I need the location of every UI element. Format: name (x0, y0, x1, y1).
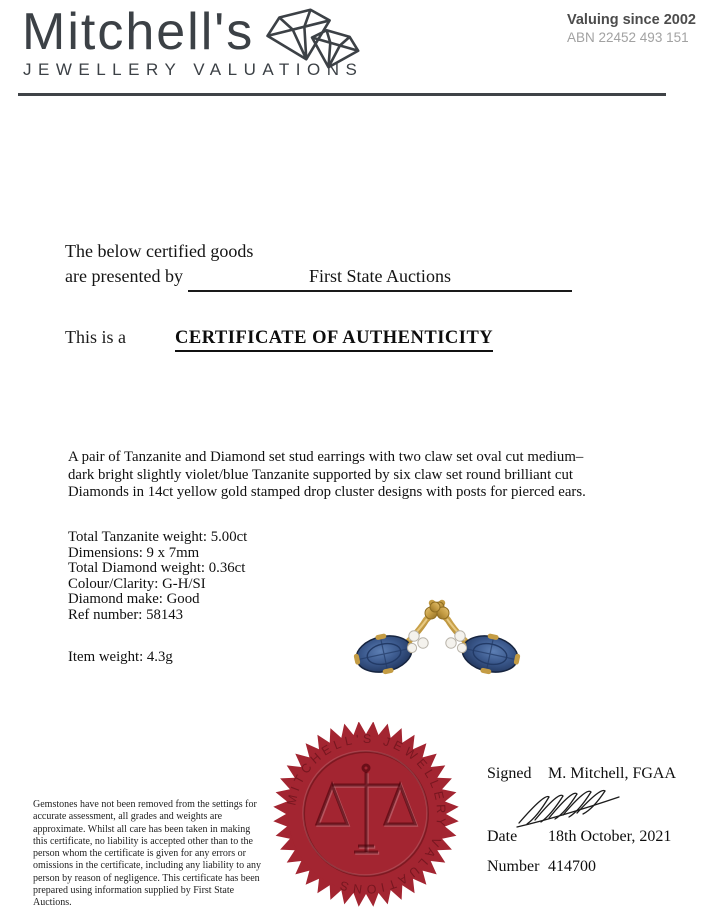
number-row (487, 858, 692, 876)
embossed-wax-seal (270, 722, 462, 915)
seal-ring-text: MITCHELL'S JEWELLERY VALUATIONS (284, 731, 449, 897)
date-value: 18th October, 2021 (548, 828, 672, 845)
presenter-name: First State Auctions (188, 264, 572, 292)
detail-diamond-make: Diamond make: Good (68, 591, 200, 607)
brand-name: Mitchell's (22, 3, 255, 61)
disclaimer-text: Gemstones have not been removed from the settings for accurate assessment, all grades and weights are approximate. Whilst all care has been taken in making this certificate, no liability is accepted other than to the person whom the certificate is given for any errors or omissions in the certificate, including any liability to any person by reason of negligence. This certificate has been prepared using information supplied by First State Auctions. (33, 799, 262, 909)
presented-prefix: are presented by (65, 266, 183, 286)
signature-block (487, 765, 692, 876)
detail-colour-clarity: Colour/Clarity: G-H/SI (68, 575, 206, 592)
detail-ref-number: Ref number: 58143 (68, 606, 184, 623)
signature-scribble (515, 787, 625, 835)
item-weight: Item weight: 4.3g (68, 649, 173, 665)
certificate-title: CERTIFICATE OF AUTHENTICITY (175, 328, 493, 352)
header-divider (18, 93, 666, 96)
number-label: Number (487, 858, 540, 875)
presented-by-section (65, 239, 572, 292)
earring-right (430, 602, 524, 680)
certificate-title-row (65, 327, 493, 352)
item-description: A pair of Tanzanite and Diamond set stud earrings with two claw set oval cut medium–dark bright slightly violet/blue Tanzanite supported by six claw set round brilliant cut Diamonds in 14ct yellow gold stamped drop cluster designs with posts for pierced ears. (68, 449, 586, 500)
presented-line2 (65, 264, 572, 292)
brand-subtitle: JEWELLERY VALUATIONS (23, 60, 364, 79)
item-details-list (68, 530, 247, 623)
earrings-photo (346, 596, 528, 691)
tagline: Valuing since 2002 (567, 12, 696, 28)
signed-value: M. Mitchell, FGAA (548, 765, 676, 782)
signed-label: Signed (487, 765, 532, 782)
certificate-intro: This is a (65, 327, 126, 347)
detail-tanzanite-weight: Total Tanzanite weight: 5.00ct (68, 529, 248, 545)
abn-number: ABN 22452 493 151 (567, 30, 689, 45)
number-value: 414700 (548, 858, 596, 875)
detail-diamond-weight: Total Diamond weight: 0.36ct (68, 560, 246, 576)
detail-dimensions: Dimensions: 9 x 7mm (68, 544, 200, 561)
presented-line1: The below certified goods (65, 241, 254, 261)
signed-row (487, 765, 692, 783)
date-label: Date (487, 828, 518, 845)
header-meta (567, 11, 696, 46)
earring-left (350, 602, 444, 680)
